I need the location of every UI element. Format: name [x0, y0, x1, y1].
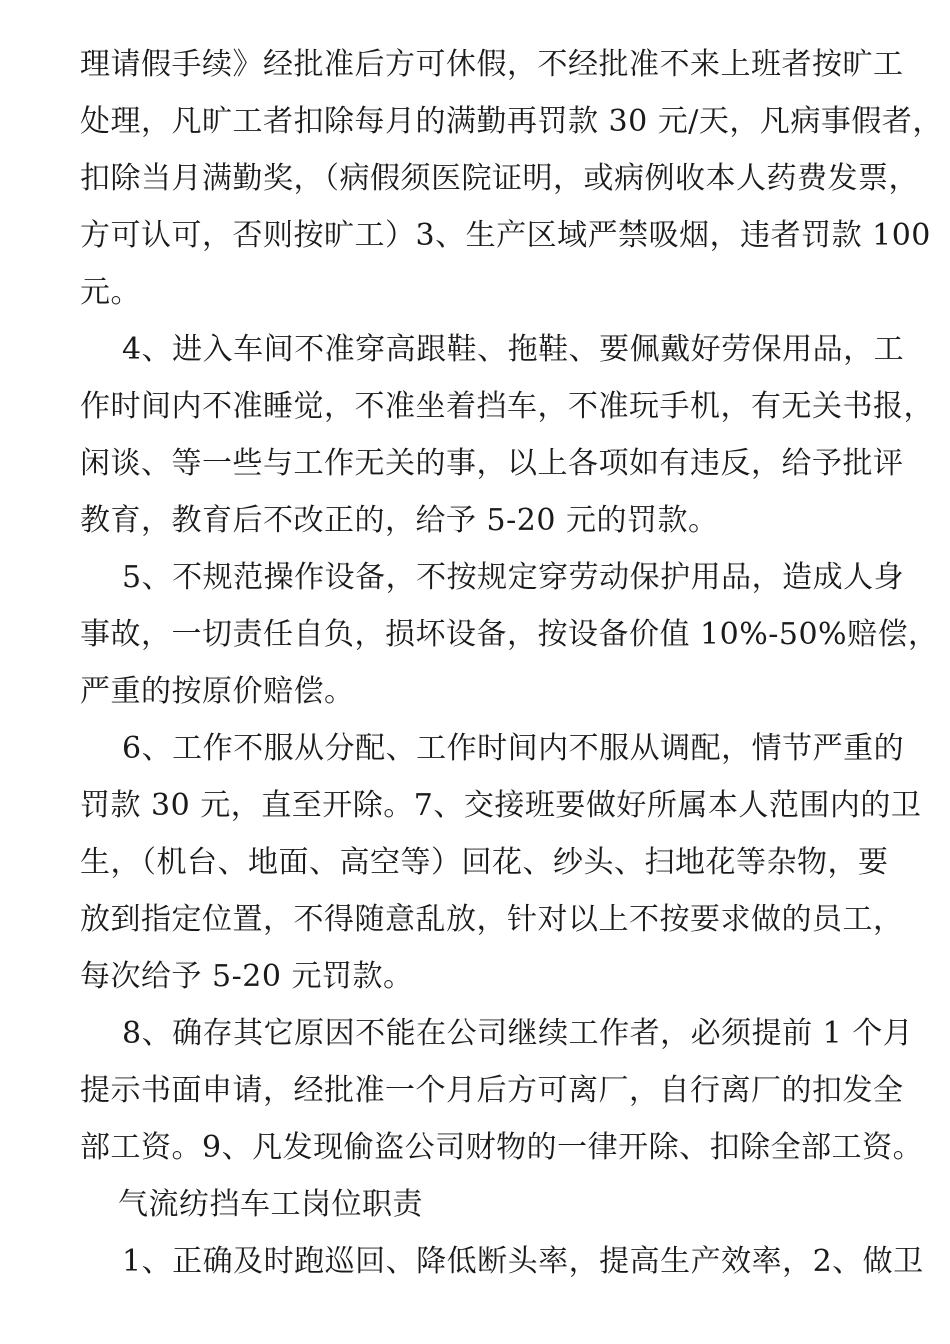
text-line: 方可认可，否则按旷工）3、生产区域严禁吸烟，违者罚款 100 — [80, 218, 931, 253]
text-line: 每次给予 5-20 元罚款。 — [80, 959, 414, 994]
text-line: 元。 — [80, 275, 141, 310]
text-line: 严重的按原价赔偿。 — [80, 674, 355, 709]
text-line: 扣除当月满勤奖，（病假须医院证明，或病例收本人药费发票， — [80, 161, 919, 196]
text-line: 理请假手续》经批准后方可休假，不经批准不来上班者按旷工 — [80, 47, 904, 82]
paragraph-start-line: 8、确存其它原因不能在公司继续工作者，必须提前 1 个月 — [122, 1016, 914, 1051]
text-line: 放到指定位置，不得随意乱放，针对以上不按要求做的员工， — [80, 902, 904, 937]
text-line: 提示书面申请，经批准一个月后方可离厂，自行离厂的扣发全 — [80, 1073, 904, 1108]
paragraph-start-line: 1、正确及时跑巡回、降低断头率，提高生产效率，2、做卫 — [122, 1244, 924, 1279]
text-line: 教育，教育后不改正的，给予 5-20 元的罚款。 — [80, 503, 719, 538]
text-line: 作时间内不准睡觉，不准坐着挡车，不准玩手机，有无关书报， — [80, 389, 934, 424]
paragraph-start-line: 4、进入车间不准穿高跟鞋、拖鞋、要佩戴好劳保用品，工 — [122, 332, 905, 367]
text-line: 处理，凡旷工者扣除每月的满勤再罚款 30 元/天，凡病事假者， — [80, 104, 943, 139]
text-line: 罚款 30 元，直至开除。7、交接班要做好所属本人范围内的卫 — [80, 788, 922, 823]
text-line: 闲谈、等一些与工作无关的事，以上各项如有违反，给予批评 — [80, 446, 904, 481]
text-line: 事故，一切责任自负，损坏设备，按设备价值 10%-50%赔偿， — [80, 617, 939, 652]
document-body — [80, 36, 943, 1290]
paragraph-start-line: 6、工作不服从分配、工作时间内不服从调配，情节严重的 — [122, 731, 905, 766]
text-line: 生，（机台、地面、高空等）回花、纱头、扫地花等杂物，要 — [80, 845, 889, 880]
paragraph-start-line: 5、不规范操作设备，不按规定穿劳动保护用品，造成人身 — [122, 560, 905, 595]
text-line: 部工资。9、凡发现偷盗公司财物的一律开除、扣除全部工资。 — [80, 1130, 924, 1165]
section-heading: 气流纺挡车工岗位职责 — [118, 1187, 423, 1222]
